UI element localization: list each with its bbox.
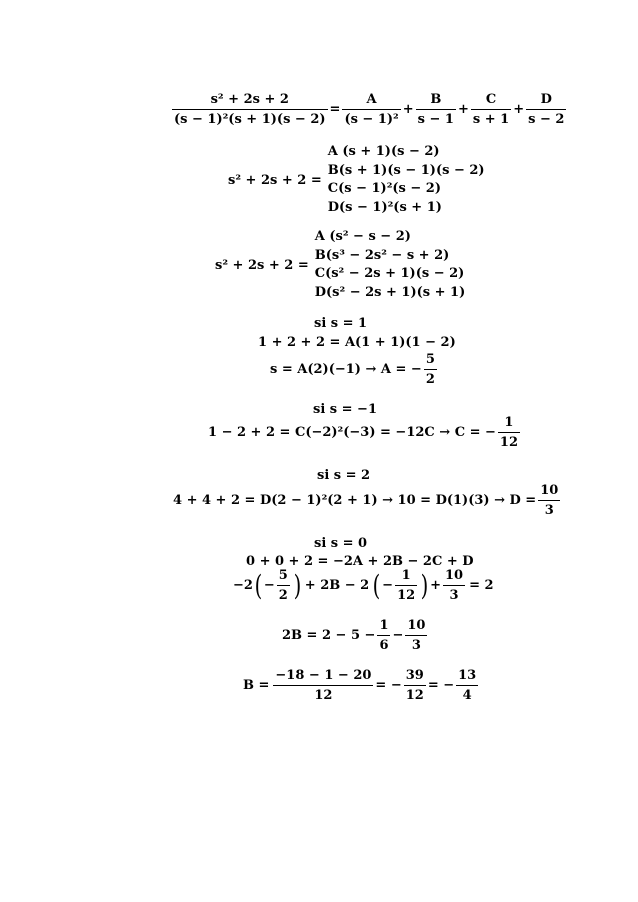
rhs-line-b: B(s + 1)(s − 1)(s − 2) bbox=[327, 162, 485, 178]
term-c-fraction: $\frac{C}{s + 1}$ bbox=[472, 92, 510, 127]
expanded-line-d: D(s² − 2s + 1)(s + 1) bbox=[314, 284, 466, 300]
left-paren: ( bbox=[372, 568, 381, 602]
two-b-equation: 2B = 2 − 5 − $\frac{1}{6}$ − $\frac{10}{3}$ bbox=[282, 618, 426, 653]
expanded-line-a: A (s² − s − 2) bbox=[314, 229, 411, 244]
numerator-identity bbox=[228, 143, 485, 217]
plus-sign: + bbox=[513, 102, 525, 117]
left-paren: ( bbox=[254, 568, 263, 602]
case-s0-title: si s = 0 bbox=[314, 536, 368, 551]
rhs-line-d: D(s − 1)²(s + 1) bbox=[327, 199, 442, 215]
d-value-fraction: $\frac{10}{3}$ bbox=[540, 483, 559, 518]
lhs-denominator: (s − 1)²(s + 1)(s − 2) bbox=[174, 112, 326, 127]
expanded-rhs-lines bbox=[315, 228, 466, 302]
expanded-line-b: B(s³ − 2s² − s + 2) bbox=[314, 247, 450, 263]
a-value-fraction: $\frac{5}{2}$ bbox=[425, 352, 435, 387]
case-s0-line2: −2 ( − $\frac{5}{2}$ ) + 2B − 2 ( − $\frac{1}{12}$ ) + $\frac{10}{3}$ = 2 bbox=[233, 568, 494, 603]
plus-sign: + bbox=[457, 102, 469, 117]
expanded-identity bbox=[215, 228, 465, 302]
right-paren: ) bbox=[420, 568, 429, 602]
case-s-minus1-title: si s = −1 bbox=[313, 402, 377, 417]
term-d-fraction: $\frac{D}{s - 2}$ bbox=[528, 92, 565, 127]
plus-sign: + bbox=[402, 102, 414, 117]
identity-rhs-lines bbox=[328, 143, 485, 217]
case-s-minus1-line: 1 − 2 + 2 = C(−2)²(−3) = −12C → C = − $\frac{1}{12}$ bbox=[208, 415, 518, 450]
c-value-fraction: $\frac{1}{12}$ bbox=[499, 415, 518, 450]
expanded-line-c: C(s² − 2s + 1)(s − 2) bbox=[314, 266, 465, 281]
case-s1-line2: s = A(2)(−1) → A = − $\frac{5}{2}$ bbox=[270, 352, 435, 387]
partial-fraction-setup bbox=[170, 92, 568, 127]
case-s1-line1: 1 + 2 + 2 = A(1 + 1)(1 − 2) bbox=[258, 335, 456, 350]
term-a-fraction: $\frac{A}{\text{(s − 1)²}}$ bbox=[344, 92, 399, 127]
case-s2-title: si s = 2 bbox=[317, 468, 371, 483]
term-b-fraction: $\frac{B}{s - 1}$ bbox=[417, 92, 454, 127]
identity-lhs: s² + 2s + 2 = bbox=[228, 172, 322, 188]
case-s0-line1: 0 + 0 + 2 = −2A + 2B − 2C + D bbox=[246, 554, 474, 569]
lhs-numerator: s² + 2s + 2 bbox=[210, 92, 289, 107]
right-paren: ) bbox=[293, 568, 302, 602]
b-result-equation: B = $\frac{-18 - 1 - 20}{12}$ = − $\frac{39}{12}$ = − $\frac{13}{4}$ bbox=[243, 668, 477, 703]
expanded-lhs: s² + 2s + 2 = bbox=[215, 257, 309, 273]
rhs-line-c: C(s − 1)²(s − 2) bbox=[327, 181, 441, 196]
rhs-line-a: A (s + 1)(s − 2) bbox=[327, 144, 440, 159]
lhs-fraction bbox=[172, 92, 328, 127]
equals-sign: = bbox=[329, 102, 341, 117]
case-s2-line: 4 + 4 + 2 = D(2 − 1)²(2 + 1) → 10 = D(1)(3) → D = $\frac{10}{3}$ bbox=[173, 483, 559, 518]
case-s1-title: si s = 1 bbox=[314, 316, 368, 331]
